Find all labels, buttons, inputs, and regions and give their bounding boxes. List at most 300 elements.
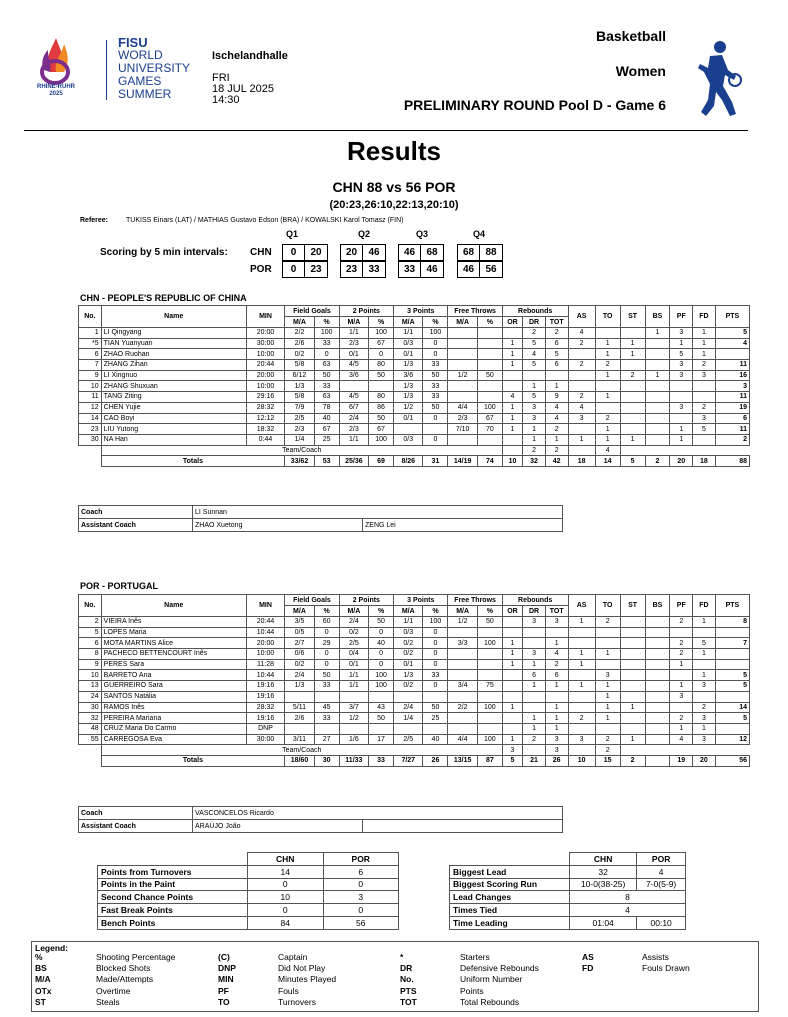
stat-cell: 6 xyxy=(545,338,568,349)
stat-cell xyxy=(502,434,522,445)
stat-cell: 33 xyxy=(423,392,448,403)
player-row xyxy=(79,713,750,724)
column-header: % xyxy=(477,606,502,617)
column-header: % xyxy=(477,317,502,328)
totals-cell: 8/26 xyxy=(394,456,423,467)
column-header: Free Throws xyxy=(448,306,502,317)
stat-cell: PEREIRA Mariana xyxy=(101,713,246,724)
player-row xyxy=(79,627,750,638)
stat-cell xyxy=(394,723,423,734)
stat-cell: 1 xyxy=(545,638,568,649)
stat-cell: 20:44 xyxy=(246,617,285,628)
legend-abbr: TOT xyxy=(400,996,417,1007)
stat-cell xyxy=(502,681,522,692)
stat-cell: 2/3 xyxy=(285,424,314,435)
stat-cell: 0/3 xyxy=(394,434,423,445)
stat-cell: 14 xyxy=(715,702,749,713)
stat-cell xyxy=(568,381,595,392)
intervals-label: Scoring by 5 min intervals: xyxy=(100,247,228,258)
column-header: % xyxy=(423,317,448,328)
stat-cell: 3/5 xyxy=(285,617,314,628)
team-coach-label: Team/Coach xyxy=(101,745,502,756)
totals-cell: 25/36 xyxy=(339,456,368,467)
stat-cell xyxy=(523,745,546,756)
legend-desc: Turnovers xyxy=(278,996,316,1007)
stat-cell: 1 xyxy=(502,638,522,649)
stat-cell: 1 xyxy=(502,649,522,660)
stat-cell: 3/4 xyxy=(448,681,477,692)
totals-cell: 5 xyxy=(620,456,645,467)
column-header: M/A xyxy=(285,317,314,328)
stat-cell: 63 xyxy=(314,360,339,371)
stat-cell: 1 xyxy=(545,681,568,692)
stat-cell xyxy=(568,691,595,702)
totals-cell: 18/60 xyxy=(285,755,314,766)
stat-cell: VIEIRA Inês xyxy=(101,617,246,628)
stat-cell xyxy=(670,670,693,681)
totals-label: Totals xyxy=(101,755,285,766)
stat-cell: 2 xyxy=(568,338,595,349)
totals-cell: 69 xyxy=(369,456,394,467)
stat-cell: 11 xyxy=(715,392,749,403)
stat-cell xyxy=(645,649,670,660)
stat-cell xyxy=(645,392,670,403)
coach-row xyxy=(79,807,563,820)
stat-cell: 1 xyxy=(502,360,522,371)
player-row xyxy=(79,702,750,713)
stat-cell: 1 xyxy=(595,349,620,360)
stat-cell: 2 xyxy=(545,445,568,456)
stat-cell: 0 xyxy=(423,338,448,349)
stat-cell: 80 xyxy=(369,392,394,403)
stat-cell: 50 xyxy=(369,617,394,628)
column-header: OR xyxy=(502,317,522,328)
stat-cell: 50 xyxy=(314,370,339,381)
stat-cell: 5/8 xyxy=(285,360,314,371)
stat-cell: 1 xyxy=(568,681,595,692)
stat-cell xyxy=(645,734,670,745)
stat-cell: 1/1 xyxy=(394,617,423,628)
stat-cell: 2 xyxy=(693,360,716,371)
stat-cell xyxy=(477,659,502,670)
stat-cell: 29 xyxy=(314,638,339,649)
stat-cell: 12 xyxy=(79,402,102,413)
stat-cell: 1 xyxy=(670,434,693,445)
stat-cell: 1 xyxy=(693,338,716,349)
stat-cell: 1/2 xyxy=(394,402,423,413)
summary-label: Time Leading xyxy=(450,916,570,929)
summary-team-header: CHN xyxy=(248,853,324,866)
column-header: TO xyxy=(595,595,620,617)
stat-cell xyxy=(620,681,645,692)
column-header: DR xyxy=(523,317,546,328)
stat-cell: 10:00 xyxy=(246,349,285,360)
legend-desc: Fouls Drawn xyxy=(642,963,690,974)
stat-cell: 0/1 xyxy=(394,349,423,360)
stat-cell xyxy=(670,627,693,638)
stat-cell xyxy=(369,381,394,392)
stat-cell: 40 xyxy=(423,734,448,745)
stat-cell: 0/2 xyxy=(285,659,314,670)
stat-cell: 2/6 xyxy=(285,713,314,724)
stat-cell xyxy=(568,424,595,435)
column-header: TOT xyxy=(545,317,568,328)
column-header: BS xyxy=(645,595,670,617)
stat-cell xyxy=(645,713,670,724)
stat-cell xyxy=(645,402,670,413)
stat-cell: 16 xyxy=(715,370,749,381)
column-header: M/A xyxy=(448,317,477,328)
stat-cell: 67 xyxy=(369,424,394,435)
totals-cell: 87 xyxy=(477,755,502,766)
host-label: RHINE-RUHR 2025 xyxy=(37,84,75,97)
stat-cell: 1 xyxy=(502,424,522,435)
stat-cell: ZHAO Ruohan xyxy=(101,349,246,360)
stat-cell xyxy=(523,691,546,702)
stat-cell: 10:00 xyxy=(246,381,285,392)
player-row xyxy=(79,670,750,681)
stat-cell: 60 xyxy=(314,617,339,628)
stat-cell: 67 xyxy=(314,424,339,435)
totals-cell: 26 xyxy=(545,755,568,766)
stat-cell: 40 xyxy=(369,638,394,649)
stat-cell: 1 xyxy=(568,659,595,670)
stat-cell xyxy=(448,392,477,403)
stat-cell xyxy=(645,627,670,638)
column-header: 3 Points xyxy=(394,595,448,606)
stat-cell: 10:44 xyxy=(246,670,285,681)
stat-cell: 0/2 xyxy=(285,349,314,360)
column-header: Name xyxy=(101,595,246,617)
stat-cell: 67 xyxy=(477,413,502,424)
totals-cell: 88 xyxy=(715,456,749,467)
interval-box: 23 33 xyxy=(340,261,386,278)
column-header: BS xyxy=(645,306,670,328)
stat-cell: 50 xyxy=(423,370,448,381)
stat-cell: 4 xyxy=(545,413,568,424)
stat-cell xyxy=(645,434,670,445)
stat-cell xyxy=(645,723,670,734)
stat-cell xyxy=(595,659,620,670)
stat-cell: 2/5 xyxy=(394,734,423,745)
stat-cell: 2 xyxy=(595,413,620,424)
stat-cell: 33 xyxy=(314,338,339,349)
stat-cell xyxy=(448,649,477,660)
stat-cell: 1 xyxy=(595,691,620,702)
summary-label: Points in the Paint xyxy=(98,878,248,891)
stat-cell: 3 xyxy=(693,413,716,424)
stat-cell xyxy=(545,370,568,381)
stat-cell xyxy=(502,627,522,638)
stat-cell: 33 xyxy=(423,360,448,371)
interval-box: 0 20 xyxy=(282,244,328,261)
column-header: Name xyxy=(101,306,246,328)
stat-cell: 2/4 xyxy=(339,413,368,424)
stat-cell xyxy=(620,413,645,424)
stat-cell: 24 xyxy=(79,691,102,702)
stat-cell xyxy=(595,402,620,413)
basketball-player-icon xyxy=(692,40,744,118)
coach-table-chn xyxy=(78,505,563,532)
stat-cell: RAMOS Inês xyxy=(101,702,246,713)
stat-cell: 33 xyxy=(314,381,339,392)
stat-cell: 3 xyxy=(545,734,568,745)
stat-cell: 0 xyxy=(423,349,448,360)
legend-abbr: M/A xyxy=(35,974,51,985)
stat-cell xyxy=(477,670,502,681)
totals-cell: 18 xyxy=(693,456,716,467)
totals-cell: 30 xyxy=(314,755,339,766)
summary-table-right xyxy=(449,852,686,930)
stat-cell xyxy=(502,328,522,339)
stat-cell: 3/7 xyxy=(339,702,368,713)
stat-cell: 1 xyxy=(693,328,716,339)
stat-cell: 3 xyxy=(670,691,693,702)
stat-cell: 4 xyxy=(670,734,693,745)
stat-cell: LI Qingyang xyxy=(101,328,246,339)
stat-cell xyxy=(693,392,716,403)
stat-cell: 0 xyxy=(314,659,339,670)
stat-cell: 40 xyxy=(314,413,339,424)
stat-cell xyxy=(715,649,749,660)
stat-cell: 1 xyxy=(502,702,522,713)
stat-cell xyxy=(620,691,645,702)
stat-cell: CRUZ Maria Do Carmo xyxy=(101,723,246,734)
stat-cell: 32 xyxy=(79,713,102,724)
stat-cell: 2/6 xyxy=(285,338,314,349)
stat-cell: 7/9 xyxy=(285,402,314,413)
stat-cell: 1 xyxy=(645,370,670,381)
stat-cell: 2 xyxy=(79,617,102,628)
column-header: PTS xyxy=(715,595,749,617)
column-header: % xyxy=(314,606,339,617)
stat-cell xyxy=(645,702,670,713)
stat-cell: 1 xyxy=(595,424,620,435)
column-header: 3 Points xyxy=(394,306,448,317)
stat-cell: 1 xyxy=(502,413,522,424)
stat-cell: 100 xyxy=(423,617,448,628)
summary-value: 01:04 xyxy=(570,916,637,929)
coach-table-por xyxy=(78,806,563,833)
stat-cell xyxy=(448,713,477,724)
summary-row xyxy=(450,878,686,891)
stat-cell: 4 xyxy=(523,349,546,360)
legend-abbr: TO xyxy=(218,996,230,1007)
summary-value: 10-0(38-25) xyxy=(570,878,637,891)
player-row xyxy=(79,402,750,413)
stat-cell xyxy=(502,445,522,456)
stat-cell: 2/4 xyxy=(339,617,368,628)
stat-cell: 10 xyxy=(79,670,102,681)
stat-cell: 1 xyxy=(670,723,693,734)
stat-cell: 3 xyxy=(670,328,693,339)
stat-cell: 12 xyxy=(715,734,749,745)
stat-cell xyxy=(477,627,502,638)
stat-cell: 3 xyxy=(595,670,620,681)
stat-cell: 9 xyxy=(545,392,568,403)
stat-cell xyxy=(645,338,670,349)
stat-cell: ZHANG Shuxuan xyxy=(101,381,246,392)
stat-cell: 1 xyxy=(545,381,568,392)
legend-desc: Did Not Play xyxy=(278,963,326,974)
column-header: AS xyxy=(568,306,595,328)
stat-cell: 1/3 xyxy=(285,681,314,692)
stat-cell: 7/10 xyxy=(448,424,477,435)
stat-cell xyxy=(670,392,693,403)
stat-cell: 1 xyxy=(545,723,568,734)
summary-label: Biggest Lead xyxy=(450,865,570,878)
stat-cell: 5 xyxy=(545,349,568,360)
stat-cell xyxy=(314,691,339,702)
legend-abbr: OTx xyxy=(35,985,52,996)
stat-cell: 6 xyxy=(545,670,568,681)
stat-cell: 0:44 xyxy=(246,434,285,445)
rhine-ruhr-logo xyxy=(30,32,110,104)
stat-cell: 20:44 xyxy=(246,360,285,371)
stat-cell xyxy=(285,723,314,734)
stat-cell xyxy=(448,434,477,445)
totals-cell: 74 xyxy=(477,456,502,467)
totals-row xyxy=(79,456,750,467)
stat-cell: 1/4 xyxy=(285,434,314,445)
stat-cell xyxy=(620,659,645,670)
stat-cell xyxy=(545,627,568,638)
stat-cell xyxy=(477,713,502,724)
column-header: Field Goals xyxy=(285,306,339,317)
column-header: ST xyxy=(620,306,645,328)
stat-cell: 1 xyxy=(523,434,546,445)
stat-cell: 2/3 xyxy=(339,424,368,435)
summary-row xyxy=(450,916,686,929)
stat-cell: 1 xyxy=(595,713,620,724)
stat-cell: 12:12 xyxy=(246,413,285,424)
stat-cell: 0 xyxy=(423,413,448,424)
stat-cell xyxy=(423,691,448,702)
stat-cell: 5/8 xyxy=(285,392,314,403)
stat-cell: 2 xyxy=(670,638,693,649)
stat-cell: 2 xyxy=(595,617,620,628)
stat-cell: 0/1 xyxy=(394,659,423,670)
legend-abbr: PF xyxy=(218,985,229,996)
legend-abbr: BS xyxy=(35,963,47,974)
stat-cell xyxy=(645,617,670,628)
stat-cell: PACHECO BETTENCOURT Inês xyxy=(101,649,246,660)
stat-cell: 33 xyxy=(314,713,339,724)
column-header: M/A xyxy=(285,606,314,617)
stat-cell: 0 xyxy=(423,638,448,649)
stat-cell: 1 xyxy=(502,659,522,670)
summary-corner xyxy=(98,853,248,866)
stat-cell: 2 xyxy=(545,328,568,339)
stat-cell: 8 xyxy=(715,617,749,628)
column-header: OR xyxy=(502,606,522,617)
stat-cell: 0/2 xyxy=(339,627,368,638)
column-header: PTS xyxy=(715,306,749,328)
player-row xyxy=(79,370,750,381)
stat-cell: 2/4 xyxy=(394,702,423,713)
stat-cell: 1 xyxy=(568,434,595,445)
stat-cell xyxy=(645,381,670,392)
stat-cell: 0/1 xyxy=(394,413,423,424)
stat-cell xyxy=(448,360,477,371)
stat-cell: 4 xyxy=(568,328,595,339)
stat-cell: 1/2 xyxy=(448,370,477,381)
player-row xyxy=(79,617,750,628)
stat-cell: 1 xyxy=(595,338,620,349)
stat-cell: 17 xyxy=(369,734,394,745)
stat-cell xyxy=(369,723,394,734)
stat-cell xyxy=(394,691,423,702)
stat-cell xyxy=(502,381,522,392)
stat-cell: 1 xyxy=(568,649,595,660)
interval-box: 33 46 xyxy=(398,261,444,278)
stat-cell: 1 xyxy=(523,424,546,435)
stat-cell: 1 xyxy=(620,702,645,713)
stat-cell xyxy=(645,691,670,702)
column-header: PF xyxy=(670,306,693,328)
player-row xyxy=(79,649,750,660)
stat-cell: 0 xyxy=(369,649,394,660)
stat-cell: 5 xyxy=(693,424,716,435)
stat-cell: 0/1 xyxy=(339,659,368,670)
stat-cell: PERES Sara xyxy=(101,659,246,670)
stat-cell: 1/6 xyxy=(339,734,368,745)
totals-cell: 19 xyxy=(670,755,693,766)
stat-cell xyxy=(595,627,620,638)
stat-cell: 78 xyxy=(314,402,339,413)
stat-cell xyxy=(715,349,749,360)
player-row xyxy=(79,338,750,349)
stat-cell: 1 xyxy=(693,649,716,660)
summary-team-header: POR xyxy=(323,853,399,866)
column-header: M/A xyxy=(448,606,477,617)
legend-desc: Shooting Percentage xyxy=(96,952,176,962)
stat-cell: 63 xyxy=(314,392,339,403)
stat-cell: 0 xyxy=(369,627,394,638)
stat-cell: 86 xyxy=(369,402,394,413)
column-header: FD xyxy=(693,595,716,617)
stat-cell: 8 xyxy=(79,649,102,660)
column-header: % xyxy=(369,317,394,328)
stat-cell xyxy=(595,381,620,392)
stat-cell xyxy=(314,723,339,734)
column-header: No. xyxy=(79,306,102,328)
stat-cell: 2/5 xyxy=(285,413,314,424)
stat-cell: 3/6 xyxy=(394,370,423,381)
round-title: PRELIMINARY ROUND Pool D - Game 6 xyxy=(403,97,666,113)
stat-cell xyxy=(620,649,645,660)
totals-cell: 33 xyxy=(369,755,394,766)
player-row xyxy=(79,381,750,392)
stat-cell xyxy=(670,702,693,713)
stat-cell: 50 xyxy=(477,617,502,628)
legend-desc: Blocked Shots xyxy=(96,963,151,974)
stat-cell: 30 xyxy=(79,434,102,445)
stat-cell xyxy=(645,360,670,371)
stat-cell xyxy=(339,691,368,702)
interval-team-por: POR xyxy=(250,264,272,275)
stat-cell: 2 xyxy=(568,713,595,724)
stat-cell xyxy=(620,627,645,638)
stat-cell: 3 xyxy=(568,734,595,745)
column-header: DR xyxy=(523,606,546,617)
stat-cell xyxy=(339,723,368,734)
summary-value: 56 xyxy=(323,916,399,929)
stat-cell: 28:32 xyxy=(246,702,285,713)
stat-cell: 5 xyxy=(715,681,749,692)
stat-cell: 0 xyxy=(423,659,448,670)
stat-cell xyxy=(568,702,595,713)
